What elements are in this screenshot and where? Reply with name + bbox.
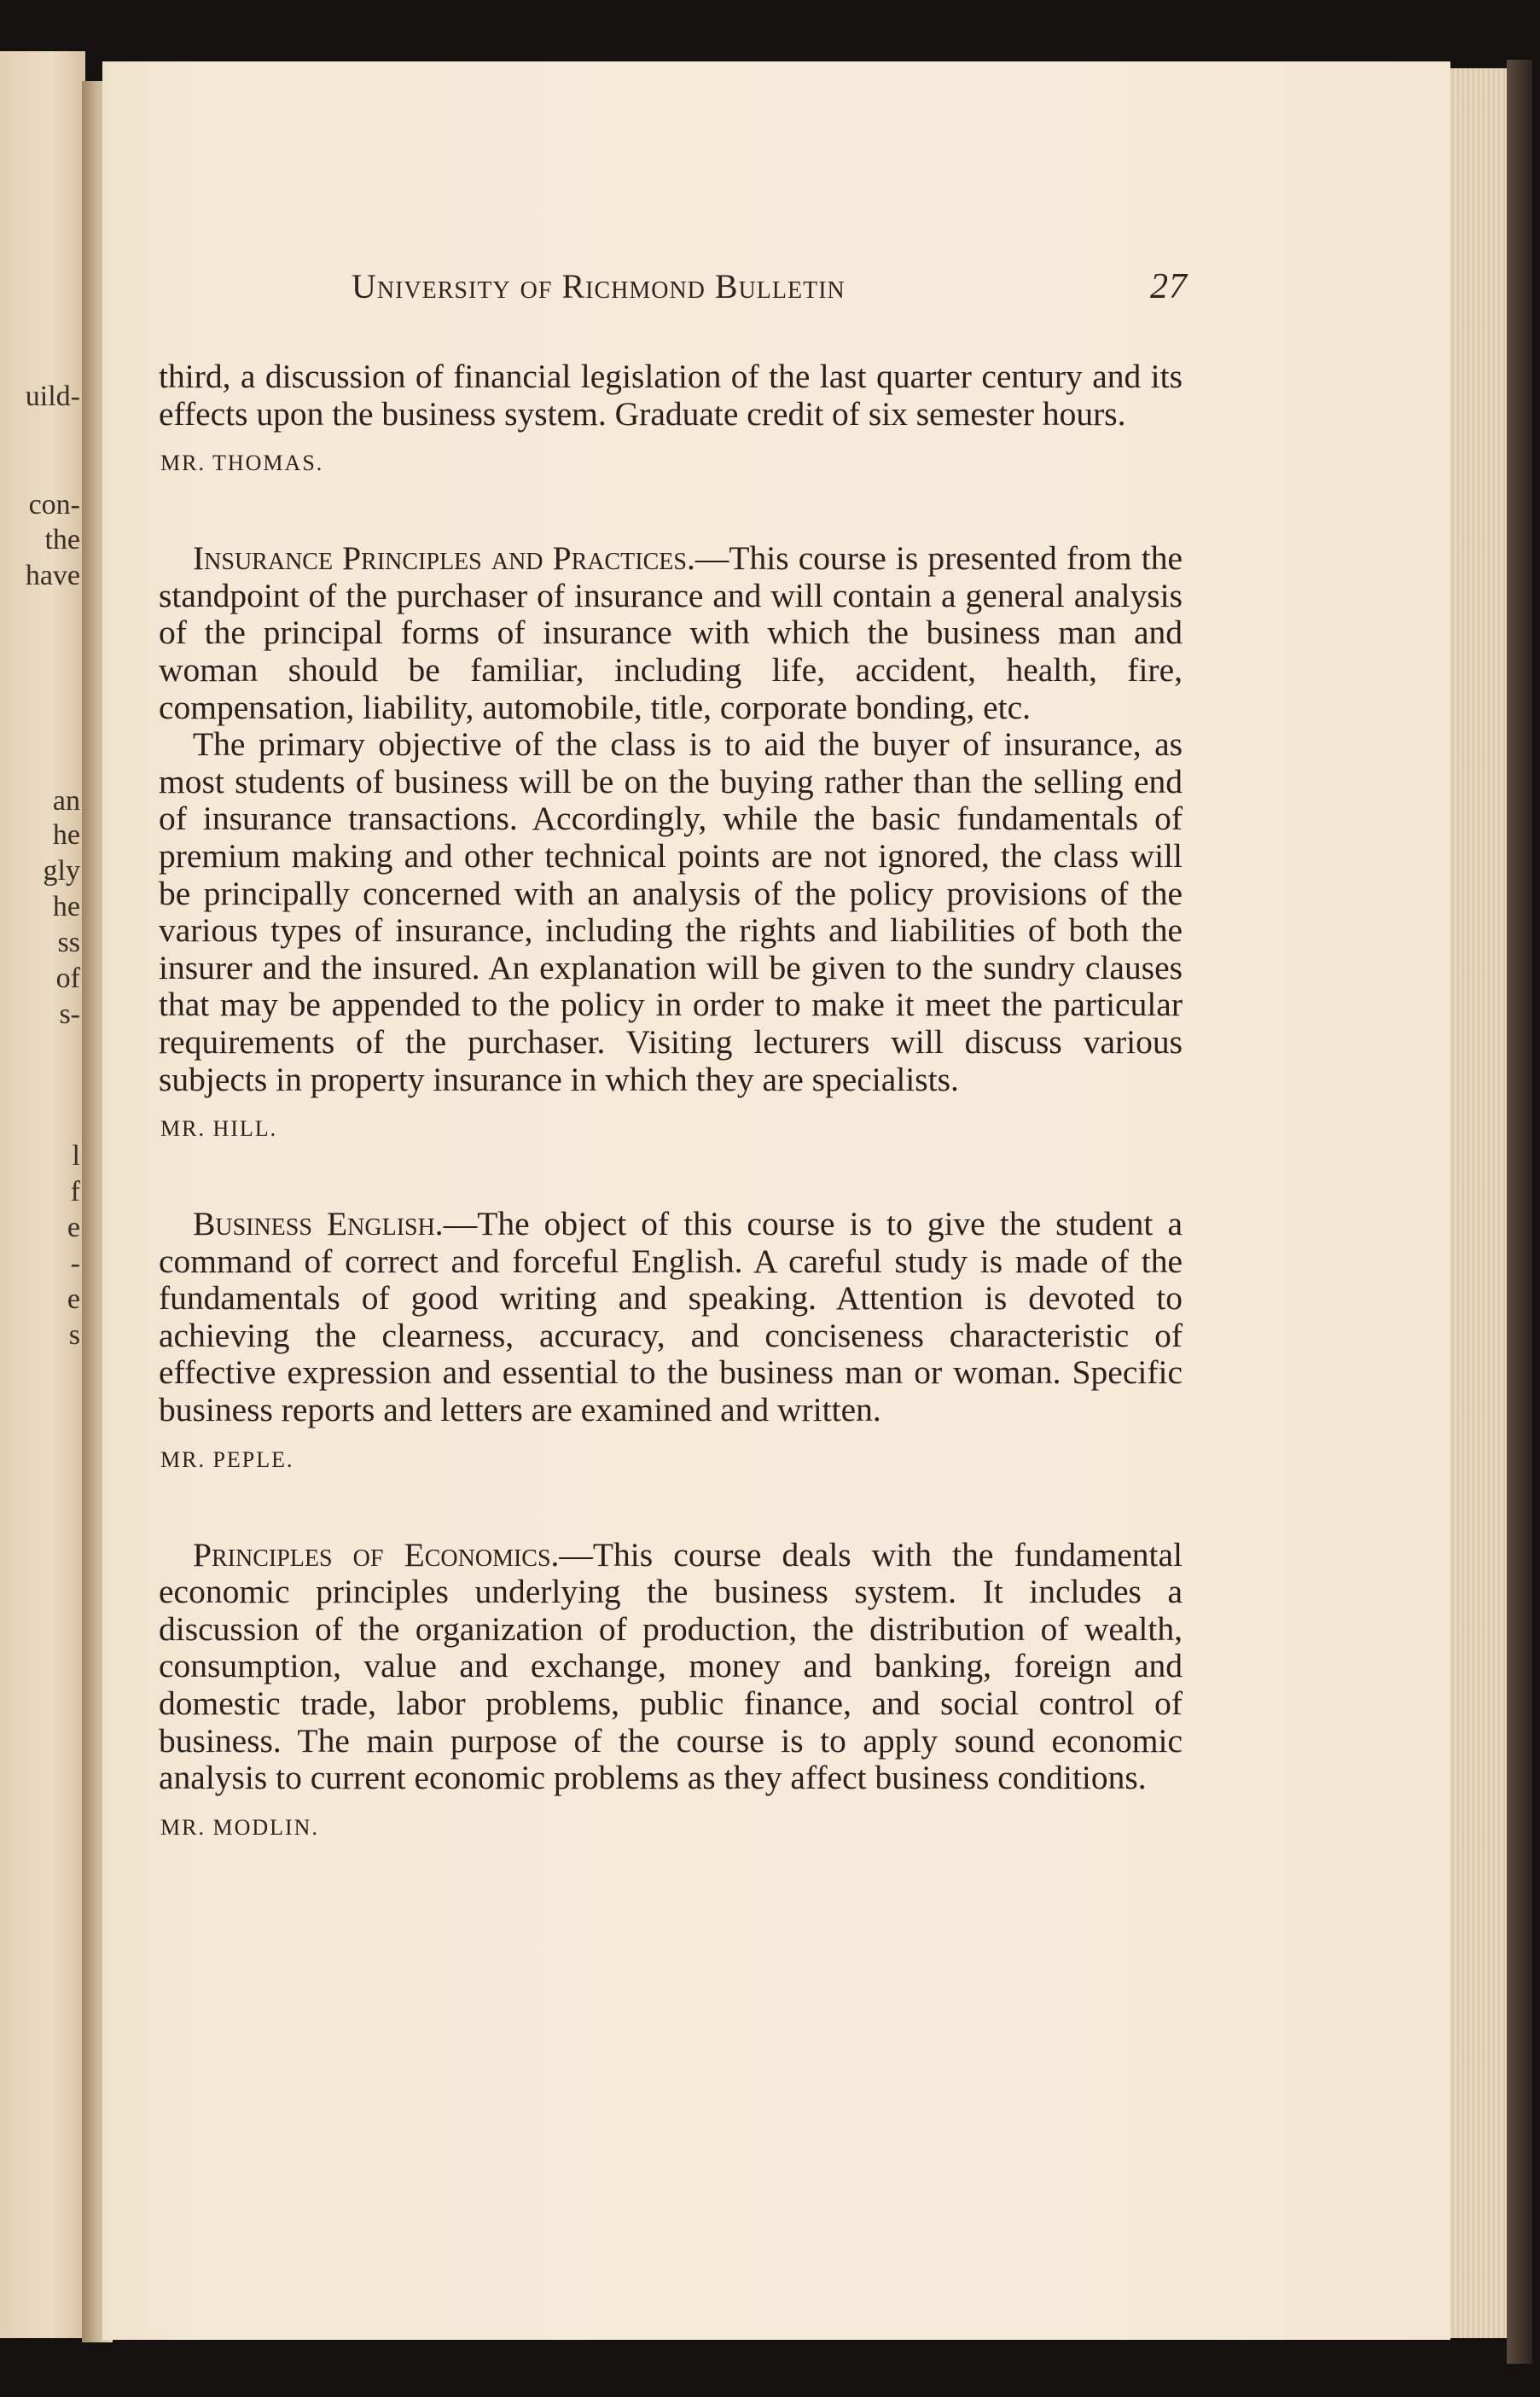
- facing-page-fragment: l: [72, 1140, 80, 1172]
- facing-page-edge: [0, 51, 85, 2338]
- course-entry-economics: [159, 1537, 1183, 1845]
- instructor-name: MR. HILL.: [160, 1116, 278, 1142]
- facing-page-fragment: -: [70, 1248, 80, 1279]
- facing-page-fragment: con-: [28, 489, 80, 521]
- paragraph: third, a discussion of financial legislation of the last quarter century and its effects upon the business system. Graduate credit of six semester hours.: [159, 358, 1183, 433]
- page-block-edge: [1450, 68, 1507, 2338]
- facing-page-fragment: uild-: [25, 381, 80, 412]
- page-number: 27: [1150, 267, 1188, 306]
- page-body: [159, 358, 1183, 1845]
- facing-page-fragment: an: [52, 785, 80, 817]
- facing-page-fragment: gly: [43, 855, 80, 887]
- facing-page-fragment: e: [67, 1212, 80, 1243]
- paragraph-text: —This course is presented from the standpoint of the purchaser of insurance and will contain a general analysis of the principal forms of insurance with which the business man and woman should be familiar, including life, accident, health, fire, compensation, liability, automobile, title, corporate bonding, etc.: [159, 539, 1183, 726]
- instructor-name: MR. THOMAS.: [160, 451, 324, 476]
- running-head-title: University of Richmond Bulletin: [352, 267, 846, 305]
- paragraph: The primary objective of the class is to aid the buyer of insurance, as most students of business will be on the buying rather than the selling end of insurance transactions. Accordingly, while the basic fundamentals of premium making and other technical points are not ignored, the class will be principally concerned with an analysis of the policy provisions of the various types of insurance, including the rights and liabilities of both the insurer and the insured. An explanation will be given to the sundry clauses that may be appended to the policy in order to make it meet the particular requirements of the purchaser. Visiting lecturers will discuss various subjects in property insurance in which they are specialists.: [159, 725, 1183, 1098]
- paragraph: [159, 1537, 1183, 1797]
- paragraph: [159, 1206, 1183, 1429]
- facing-page-fragment: f: [70, 1176, 80, 1207]
- paragraph-text: —The object of this course is to give the student a command of correct and forceful English. A careful study is made of the fundamentals of good writing and speaking. Attention is devoted to achieving the clearness, accuracy, and conciseness characteristic of effective expression and essential to the business man or woman. Specific business reports and letters are examined and written.: [159, 1205, 1183, 1429]
- facing-page-fragment: e: [67, 1283, 80, 1315]
- course-title: Business English.: [193, 1205, 444, 1243]
- paragraph-text: —This course deals with the fundamental economic principles underlying the business system. It includes a discussion of the organization of production, the distribution of wealth, consumption, value and exchange, money and banking, foreign and domestic trade, labor problems, public finance, and social control of business. The main purpose of the course is to apply sound economic analysis to current economic problems as they affect business conditions.: [159, 1535, 1183, 1797]
- facing-page-fragment: he: [52, 891, 80, 922]
- facing-page-fragment: s: [68, 1319, 80, 1351]
- course-entry-continued: [159, 358, 1183, 480]
- instructor-name: MR. MODLIN.: [160, 1814, 319, 1840]
- facing-page-fragment: he: [52, 819, 80, 851]
- running-head: [352, 266, 1188, 306]
- course-title: Principles of Economics.: [193, 1535, 560, 1574]
- paragraph: [159, 540, 1183, 726]
- course-entry-business-english: [159, 1206, 1183, 1477]
- instructor-name: MR. PEPLE.: [160, 1446, 294, 1472]
- cover-edge: [1507, 60, 1532, 2364]
- facing-page-fragment: the: [44, 524, 80, 556]
- course-entry-insurance: [159, 540, 1183, 1146]
- facing-page-fragment: ss: [57, 927, 80, 958]
- facing-page-fragment: of: [55, 963, 80, 994]
- facing-page-fragment: have: [25, 560, 80, 591]
- facing-page-fragment: s-: [59, 998, 80, 1030]
- course-title: Insurance Principles and Practices.: [193, 539, 695, 578]
